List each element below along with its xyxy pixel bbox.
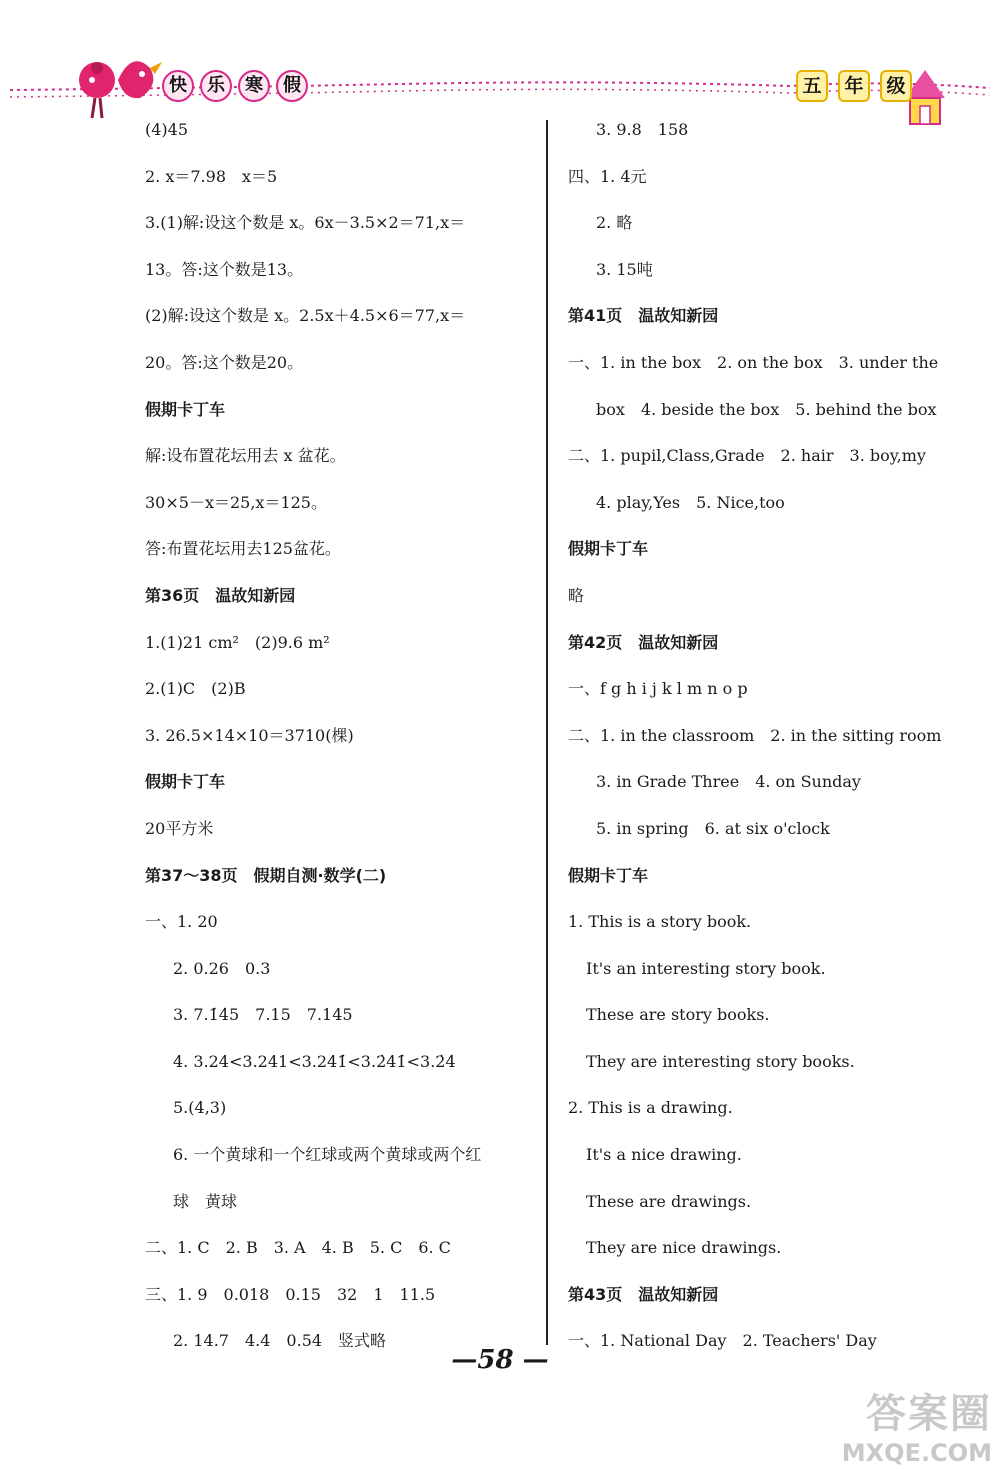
answer-line: 解:设布置花坛用去 x 盆花。 [145,446,346,466]
answer-line: 二、1. C 2. B 3. A 4. B 5. C 6. C [145,1238,451,1258]
answer-line: 二、1. pupil,Class,Grade 2. hair 3. boy,my [568,446,926,466]
answer-line: 2. x＝7.98 x＝5 [145,166,278,186]
watermark-url: MXQE.COM [841,1439,992,1467]
answer-line: 一、1. in the box 2. on the box 3. under the [568,352,939,372]
answer-line: It's an interesting story book. [586,958,826,978]
answer-line: 2. 略 [596,213,633,233]
answer-line: 一、f g h i j k l m n o p [568,679,748,699]
section-heading: 第42页 温故知新园 [568,632,719,652]
answer-line: 5.(4,3) [173,1098,227,1118]
answer-line: 20。答:这个数是20。 [145,352,304,372]
watermark [802,1382,992,1467]
header-title [162,70,308,102]
section-heading: 第36页 温故知新园 [145,585,296,605]
section-heading: 假期卡丁车 [568,539,649,559]
answer-line: These are drawings. [586,1191,752,1211]
answer-line: 1. This is a story book. [568,912,752,932]
section-heading: 假期卡丁车 [145,399,226,419]
answer-line: 30×5－x＝25,x＝125。 [145,492,327,512]
answer-line: They are interesting story books. [586,1051,855,1071]
answer-line: 球 黄球 [173,1191,238,1211]
answer-line: (2)解:设这个数是 x。2.5x＋4.5×6＝77,x＝ [145,306,466,326]
column-divider [546,120,548,1345]
answer-line: 3. 7.1̇4̇5 7.15 7.145 [173,1005,353,1025]
answer-line: 2.(1)C (2)B [145,679,246,699]
section-heading: 假期卡丁车 [568,865,649,885]
grade-char: 年 [838,70,870,102]
answer-line: 三、1. 9 0.018 0.15 32 1 11.5 [145,1284,436,1304]
answer-line: box 4. beside the box 5. behind the box [596,399,937,419]
title-char: 假 [276,70,308,102]
answer-line: 二、1. in the classroom 2. in the sitting room [568,725,942,745]
answer-line: 3.(1)解:设这个数是 x。6x－3.5×2＝71,x＝ [145,213,466,233]
bird-red-icon [118,61,153,98]
section-heading: 第37～38页 假期自测·数学(二) [145,865,387,885]
answer-line: 2. 0.26 0.3 [173,958,271,978]
answer-line: 答:布置花坛用去125盆花。 [145,539,341,559]
answer-line: 3. 9.8 158 [596,120,689,139]
section-heading: 假期卡丁车 [145,772,226,792]
answer-line: 略 [568,585,585,605]
watermark-logo: 答案圈 [866,1391,992,1437]
title-char: 乐 [200,70,232,102]
answer-line: 13。答:这个数是13。 [145,259,304,279]
answer-line: 3. 26.5×14×10＝3710(棵) [145,725,354,745]
title-char: 寒 [238,70,270,102]
left-column [145,112,530,1370]
answer-line: 一、1. National Day 2. Teachers' Day [568,1331,877,1351]
answer-line: (4)45 [145,120,189,139]
grade-char: 级 [880,70,912,102]
answer-line: 1.(1)21 cm² (2)9.6 m² [145,632,330,652]
answer-line: 2. 14.7 4.4 0.54 竖式略 [173,1331,387,1351]
right-column [568,112,968,1370]
header-grade [796,70,912,102]
answer-line: 5. in spring 6. at six o'clock [596,818,830,838]
title-char: 快 [162,70,194,102]
answer-line: It's a nice drawing. [586,1145,742,1165]
section-heading: 第41页 温故知新园 [568,306,719,326]
answer-line: These are story books. [586,1005,770,1025]
answer-line: They are nice drawings. [586,1238,782,1258]
answer-line: 4. 3.24<3.241<3.241̇<3.2̇41̇<3.2̇4̇ [173,1051,456,1071]
answer-line: 3. in Grade Three 4. on Sunday [596,772,861,792]
page-number: —58 — [451,1345,549,1375]
grade-char: 五 [796,70,828,102]
section-heading: 第43页 温故知新园 [568,1284,719,1304]
answer-line: 2. This is a drawing. [568,1098,733,1118]
answer-line: 四、1. 4元 [568,166,647,186]
answer-line: 3. 15吨 [596,259,653,279]
answer-line: 20平方米 [145,818,214,838]
answer-line: 6. 一个黄球和一个红球或两个黄球或两个红 [173,1145,482,1165]
answer-line: 一、1. 20 [145,912,218,932]
answer-line: 4. play,Yes 5. Nice,too [596,492,785,512]
